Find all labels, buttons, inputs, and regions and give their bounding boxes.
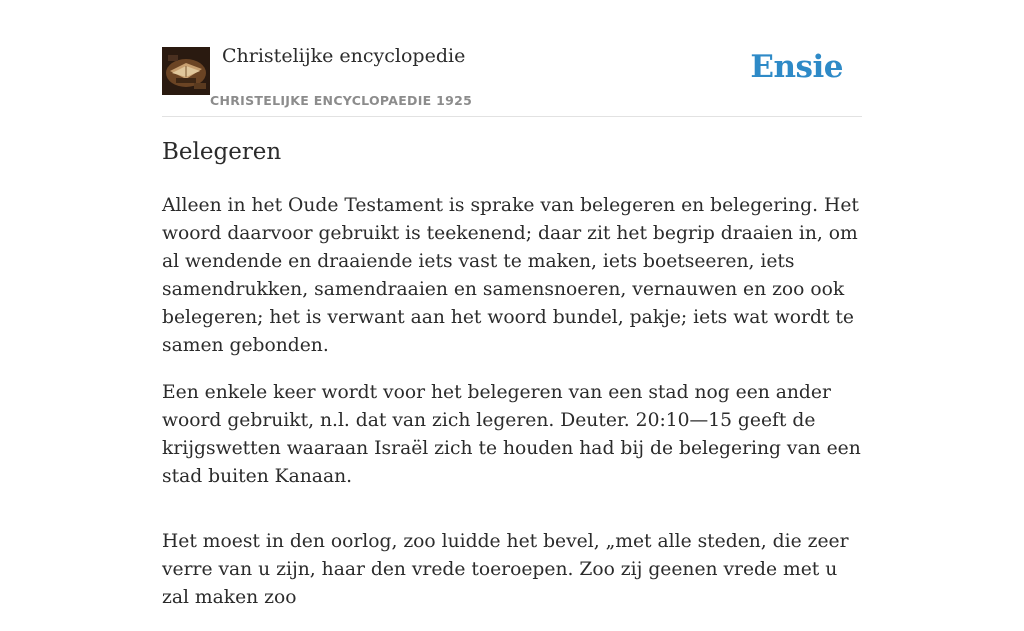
article-paragraph: Een enkele keer wordt voor het belegeren van een stad nog een ander woord gebruikt, n.l. dat van zich legeren. Deuter. 20:10—15 geeft de krijgswetten waaraan Israël zich te houden had bij de belegering van een stad buiten Kanaan. <box>162 382 861 487</box>
site-name[interactable]: Christelijke encyclopedie <box>222 45 466 67</box>
header <box>162 0 862 117</box>
encyclopedia-avatar[interactable] <box>162 47 210 95</box>
book-icon <box>162 47 210 95</box>
article-body <box>162 192 862 631</box>
article-title: Belegeren <box>162 139 282 165</box>
article-paragraph: Alleen in het Oude Testament is sprake van belegeren en belegering. Het woord daarvoor gebruikt is teekenend; daar zit het begrip draaien in, om al wendende en draaiende iets vast te maken, iets boetseeren, iets samendrukken, samendraaien en samensnoeren, vernauwen en zoo ook belegeren; het is verwant aan het woord bundel, pakje; iets wat wordt te samen gebonden. <box>162 195 859 356</box>
site-subtitle[interactable]: CHRISTELIJKE ENCYCLOPAEDIE 1925 <box>210 93 473 108</box>
page <box>162 0 862 608</box>
brand-logo[interactable]: Ensie <box>750 49 843 85</box>
article-paragraph: Het moest in den oorlog, zoo luidde het bevel, „met alle steden, die zeer verre van u zijn, haar den vrede toeroepen. Zoo zij geenen vrede met u zal maken zoo <box>162 531 849 608</box>
